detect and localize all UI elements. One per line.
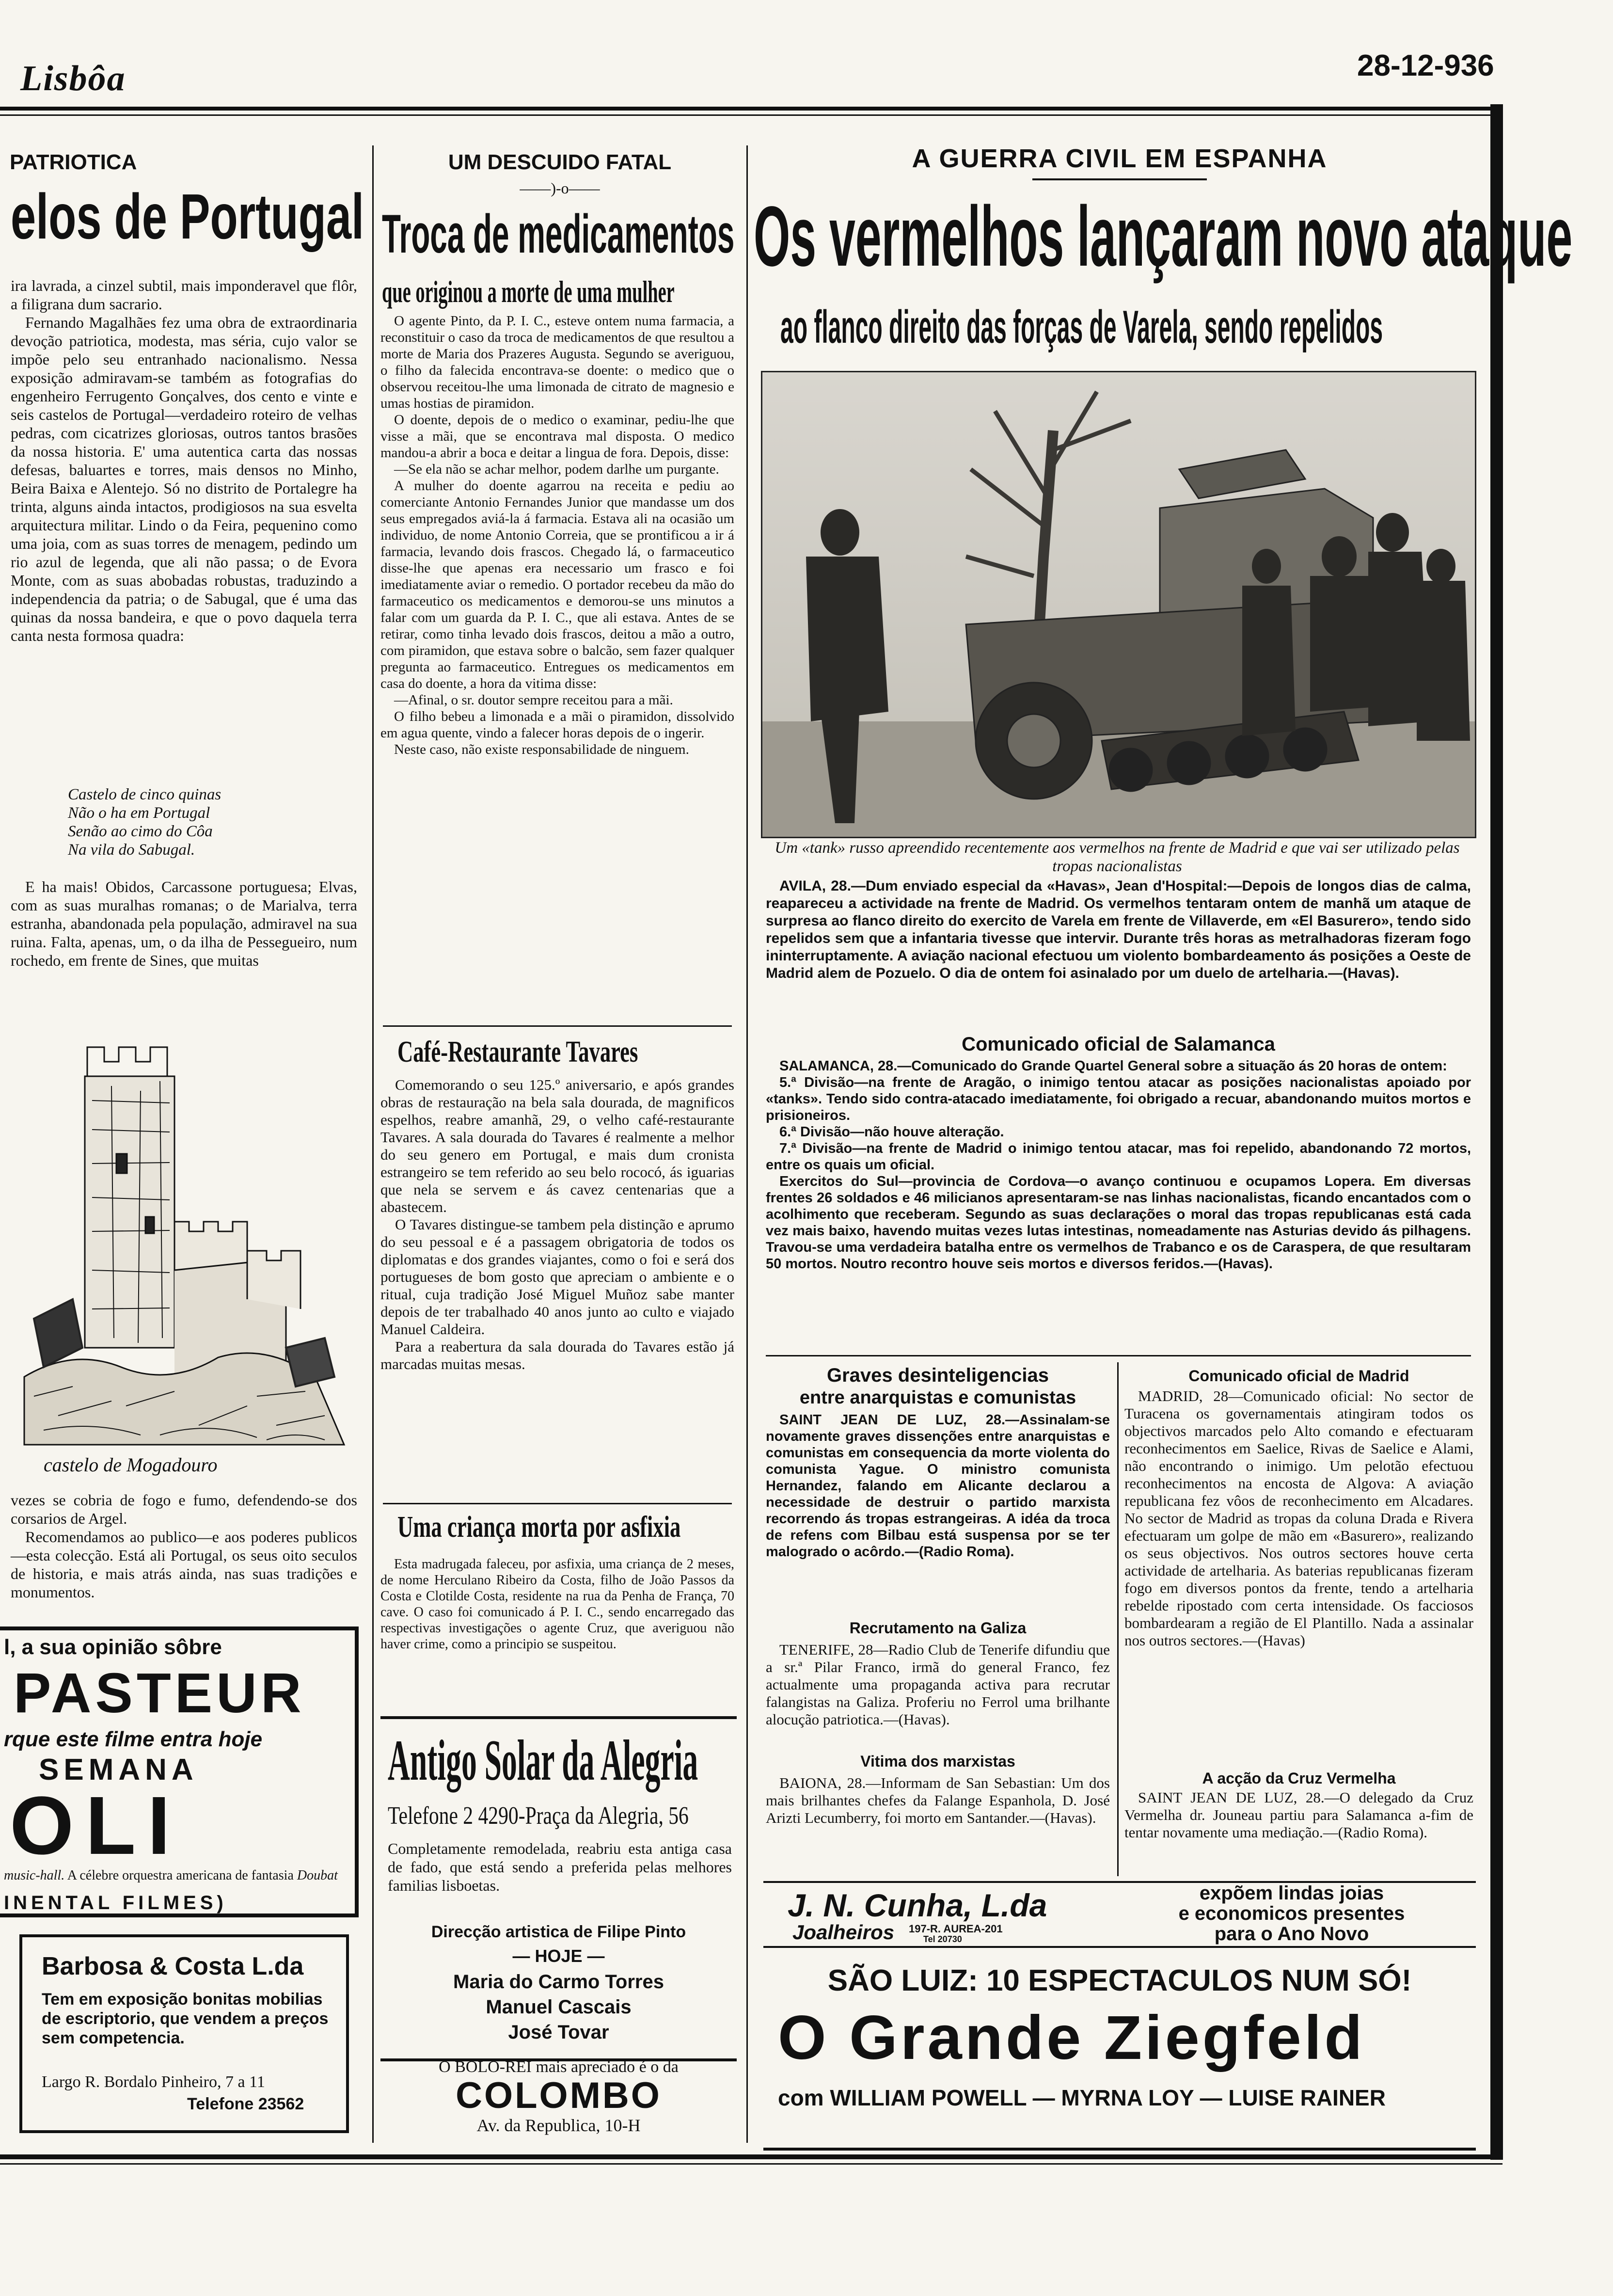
galiza-title: Recrutamento na Galiza	[849, 1619, 1027, 1637]
ad-ziegfeld-top: SÃO LUIZ: 10 ESPECTACULOS NUM SÓ!	[827, 1964, 1412, 1997]
crianca-paragraph: Esta madrugada faleceu, por asfixia, uma criança de 2 meses, de nome Herculano Ribeiro da Costa, filho de João Passos da Costa e Clotilde Costa, residente na rua da Penha de França, 70 cave. O caso foi comunicado á P. I. C., sendo encarregado das respectivas investigações o agente Cruz, que averiguou não haver crime, como a principio se suspeitou.	[380, 1557, 734, 1652]
ad-solar-text: Completamente remodelada, reabriu esta antiga casa de fado, que está sendo a preferida pelas melhores familias lisboetas.	[388, 1840, 732, 1894]
ad-barbosa-address: Largo R. Bordalo Pinheiro, 7 a 11	[42, 2073, 265, 2091]
ad-cunha-line: expõem lindas joias	[1199, 1882, 1384, 1904]
masthead-rule	[0, 107, 1493, 111]
illustration-caption: castelo de Mogadouro	[44, 1454, 218, 1476]
section-kicker: PATRIOTICA	[10, 150, 137, 174]
col2-paragraph: Neste caso, não existe responsabilidade de ninguem.	[394, 742, 689, 757]
crianca-body	[380, 1556, 734, 1652]
cafe-paragraph: O Tavares distingue-se tambem pela distinção e aprumo do seu pessoal e é a passagem obrigatoria de todos os diplomatas e dos grandes viajantes, como o foi e será dos portugueses de bom gosto que apreciam o ambiente e o ritual, cuja tradição José Miguel Muñoz sabe manter depois de ter trabalhado 40 anos junto ao culto e viajado Manuel Caldeira.	[380, 1216, 734, 1338]
main-headline: Os vermelhos lançaram novo ataque	[754, 189, 1573, 284]
col1-paragraph: vezes se cobria de fogo e fumo, defendendo-se dos corsarios de Argel.	[11, 1491, 357, 1527]
col1-paragraph: Recomendamos ao publico—e aos poderes publicos—esta colecção. Está ali Portugal, os seus oito seculos de historia, e mais atrás ainda, nas suas tradições e monumentos.	[11, 1528, 357, 1601]
madrid-body	[1124, 1387, 1473, 1649]
ad-solar-direction: Direcção artistica de Filipe Pinto	[431, 1923, 686, 1941]
ad-solar	[380, 1716, 737, 2061]
salamanca-paragraph: 5.ª Divisão—na frente de Aragão, o inimigo tentou atacar as posições nacionalistas apoiado por «tanks». Tendo sido contra-atacado imediatamente, foi obrigado a recuar, abandonando muitos mortos e prisioneiros.	[766, 1075, 1471, 1123]
cruz-body	[1124, 1789, 1473, 1841]
salamanca-body	[766, 1058, 1471, 1272]
ad-pasteur-title: PASTEUR	[14, 1661, 305, 1724]
cafe-paragraph: Para a reabertura da sala dourada do Tavares estão já marcadas muitas mesas.	[380, 1338, 734, 1372]
main-column-rule	[1117, 1362, 1119, 1876]
col2-subhead: que originou a morte de uma mulher	[382, 274, 675, 309]
ad-pasteur-big: OLI	[10, 1780, 182, 1872]
vitima-body	[766, 1774, 1110, 1827]
cruz-title: A acção da Cruz Vermelha	[1202, 1770, 1396, 1787]
tank-photo-image	[762, 372, 1475, 837]
verse-line: Senão ao cimo do Côa	[68, 823, 213, 840]
cafe-title: Café-Restaurante Tavares	[397, 1036, 638, 1068]
masthead-rule-thin	[0, 114, 1493, 116]
salamanca-paragraph: 6.ª Divisão—não houve alteração.	[779, 1124, 1004, 1140]
avila-paragraph: AVILA, 28.—Dum enviado especial da «Havas», Jean d'Hospital:—Depois de longos dias de calma, reapareceu a actividade na frente de Madrid. Os vermelhos tentaram ontem de manhã um ataque de surpresa ao flanco direito do exercito de Varela em frente de Villaverde, em «El Basurero», tendo sido repelidos sem que a infantaria tivesse que intervir. Durante três horas as metralhadoras fizeram fogo ininterruptamente. A aviação nacional efectuou um violento bombardeamento ás posições a Oeste de Madrid alem de Pozuelo. O dia de ontem foi asinalado por um duelo de artelharia.—(Havas).	[766, 878, 1471, 981]
ad-cunha-name: J. N. Cunha, L.da	[788, 1887, 1047, 1923]
ad-barbosa-phone: Telefone 23562	[187, 2095, 304, 2113]
graves-subtitle: entre anarquistas e comunistas	[799, 1387, 1076, 1408]
cafe-paragraph: Comemorando o seu 125.º aniversario, e após grandes obras de restauração na bela sala dourada, de magnificos espelhos, reabre amanhã, 29, o velho café-restaurante Tavares. A sala dourada do Tavares é realmente a melhor do seu genero em Portugal, e mais dum cronista estrangeiro se tem referido ao seu belo rococó, ás iguarias que nela se servem e ás cavez centenarias que a abastecem.	[380, 1076, 734, 1215]
col2-divider-2	[383, 1503, 732, 1504]
col1-headline: elos de Portugal	[11, 181, 364, 252]
ad-colombo-line: O BOLO-REI mais apreciado é o da	[439, 2058, 679, 2076]
ad-pasteur-desc-name: Doubat	[297, 1868, 338, 1883]
salamanca-paragraph: SALAMANCA, 28.—Comunicado do Grande Quartel General sobre a situação ás 20 horas de ontem:	[779, 1058, 1447, 1074]
graves-paragraph: SAINT JEAN DE LUZ, 28.—Assinalam-se novamente graves dissenções entre anarquistas e comunistas em consequencia da morte violenta do comunista Yague. O ministro comunista Hernandez, falando em Alicante declarou a necessidade de destruir o partido marxista recorrendo ás tropas estrangeiras. A idéa da troca de refens com Bilbau está suspensa por se ter malogrado o acôrdo.—(Radio Roma).	[766, 1412, 1110, 1560]
col2-headline: Troca de medicamentos	[382, 204, 735, 264]
col2-paragraph: —Afinal, o sr. doutor sempre receitou para a mãi.	[394, 692, 673, 708]
page-border-right	[1490, 104, 1503, 2160]
col2-divider	[383, 1025, 732, 1027]
ad-pasteur-footer: INENTAL FILMES)	[4, 1892, 227, 1913]
salamanca-title: Comunicado oficial de Salamanca	[962, 1034, 1275, 1055]
graves-title: Graves desinteligencias	[826, 1365, 1049, 1386]
page-border-bottom	[0, 2154, 1502, 2159]
ad-cunha	[763, 1881, 1476, 1948]
ad-barbosa-text: Tem em exposição bonitas mobilias de escriptorio, que vendem a preços sem competencia.	[42, 1990, 329, 2047]
madrid-paragraph: MADRID, 28—Comunicado oficial: No sector de Turacena os governamentais atingiram todos os objectivos marcados pelo Alto comando e efectuaram reconhecimentos em Saelice, Rivas de Saelice e Alami, não encontrando o inimigo. Um pelotão efectuou reconhecimentos na encosta de Algova: A aviação republicana fez vôos de reconhecimento em Alcadares. No sector de Madrid as tropas da coluna Drada e Rivera efectuaram um golpe de mão em «Basurero», realizando os seus objectivos. Nos outros sectores houve certa actividade de artelharia. As baterias republicanas fizeram fogo em diversos pontos da frente, tendo a artelharia rebelde ripostado com certa intensidade. Os facciosos bombardearam a região de El Plantillo. Nada a assinalar nos outros sectores.—(Havas)	[1124, 1387, 1473, 1649]
cafe-body	[380, 1076, 734, 1373]
ad-solar-title: Antigo Solar da Alegria	[388, 1728, 698, 1792]
castle-drawing	[15, 1008, 354, 1483]
galiza-body	[766, 1641, 1110, 1728]
ad-solar-artist: Maria do Carmo Torres	[453, 1971, 664, 1993]
col2-paragraph: —Se ela não se achar melhor, podem darlhe um purgante.	[394, 462, 719, 477]
salamanca-paragraph: Exercitos do Sul—provincia de Cordova—o avanço continuou e ocupamos Lopera. Em diversas frentes 26 soldados e 46 milicianos apresentaram-se nas linhas nacionalistas, ficando encantados com o acolhimento que receberam. Segundo as suas declarações o moral das tropas republicanas está cada vez mais baixo, havendo muitas vezes lutas intestinas, nomeadamente nas Asturias devido ás pilhagens. Travou-se uma verdadeira batalha entre os vermelhos de Trabanco e os de Caraspera, de que resultaram 50 mortos. Noutro recontro houve seis mortos e diversos feridos.—(Havas).	[766, 1174, 1471, 1272]
galiza-paragraph: TENERIFE, 28—Radio Club de Tenerife difundiu que a sr.ª Pilar Franco, irmã do general Franco, fez actualmente uma propaganda activa para recrutar falangistas na Galiza. Proferiu no Ferrol uma brilhante alocução patriotica.—(Havas).	[766, 1641, 1110, 1728]
col2-kicker: UM DESCUIDO FATAL	[448, 150, 672, 174]
masthead-paper-name: Lisbôa	[20, 59, 126, 98]
ad-pasteur-desc-text: A célebre orquestra americana de fantasia	[67, 1868, 294, 1883]
ad-pasteur-desc	[4, 1868, 353, 1883]
column-rule-1	[372, 145, 374, 2143]
ad-cunha-line: e economicos presentes	[1178, 1903, 1405, 1924]
col2-paragraph: A mulher do doente agarrou na receita e pediu ao comerciante Antonio Fernandes Junior que mandasse um dos seus empregados aviá-la á farmacia. Estava ali na ocasião um individuo, de nome Antonio Correia, que se prontificou a ir á farmacia, levando dois frascos. Chegado lá, o farmaceutico disse-lhe que apenas era necessario um frasco e foi imediatamente aviar o remedio. O portador recebeu da mão do farmaceutico os medicamentos e demorou-se uns minutos a falar com um guarda da P. I. C., que ali estava. Antes de se retirar, como tinha levado dois frascos, deitou a mão a outro, com piramidon, que estava sobre o balcão, sem fazer qualquer pregunta ao farmaceutico. Entregues os medicamentos em casa do doente, a hora da vitima disse:	[380, 478, 734, 691]
col1-body-3	[11, 1491, 357, 1601]
tank-photo-caption: Um «tank» russo apreendido recentemente aos vermelhos na frente de Madrid e que vai ser utilizado pelas tropas nacionalistas	[775, 839, 1460, 875]
cruz-paragraph: SAINT JEAN DE LUZ, 28.—O delegado da Cruz Vermelha dr. Jouneau partiu para Salamanca a-fim de tentar novamente uma mediação.—(Radio Roma).	[1124, 1789, 1473, 1841]
ad-cunha-sub: Joalheiros	[792, 1921, 895, 1944]
ad-colombo-address: Av. da Republica, 10-H	[476, 2116, 641, 2135]
col1-verse	[68, 785, 359, 859]
ad-pasteur-line1: l, a sua opinião sôbre	[4, 1635, 222, 1659]
main-kicker: A GUERRA CIVIL EM ESPANHA	[912, 144, 1328, 173]
ad-barbosa	[19, 1934, 349, 2133]
ad-colombo-name: COLOMBO	[456, 2075, 662, 2116]
col1-paragraph: ira lavrada, a cinzel subtil, mais imponderavel que flôr, a filigrana dum sacrario.	[11, 277, 357, 313]
salamanca-paragraph: 7.ª Divisão—na frente de Madrid o inimigo tentou atacar, mas foi repelido, abandonando 72 mortos, entre os quais um oficial.	[766, 1141, 1471, 1173]
ad-pasteur-line3: SEMANA	[39, 1753, 198, 1786]
madrid-title: Comunicado oficial de Madrid	[1188, 1367, 1409, 1385]
col2-ornament: ——)-o——	[520, 179, 600, 197]
tank-photo	[761, 371, 1476, 838]
ad-ziegfeld-title: O Grande Ziegfeld	[778, 2003, 1365, 2073]
ad-solar-artist: José Tovar	[508, 2022, 609, 2043]
ad-cunha-right	[1112, 1883, 1471, 1944]
col2-paragraph: O filho bebeu a limonada e a mãi o piramidon, dissolvido em agua quente, vindo a falecer horas depois de o ingerir.	[380, 709, 734, 741]
verse-line: Castelo de cinco quinas	[68, 786, 221, 803]
page-border-bottom-thin	[0, 2163, 1502, 2165]
ad-barbosa-title: Barbosa & Costa L.da	[42, 1952, 304, 1980]
col2-paragraph: O doente, depois de o medico o examinar, pediu-lhe que visse a mãi, que se encontrava mal disposta. O medico mandou-a abrir a boca e deitar a lingua de fora. Depois, disse:	[380, 412, 734, 461]
vitima-title: Vitima dos marxistas	[860, 1753, 1015, 1770]
ad-solar-phone: Telefone 2 4290-Praça da Alegria, 56	[388, 1802, 689, 1830]
main-subhead: ao flanco direito das forças de Varela, sendo repelidos	[780, 301, 1383, 353]
col1-body-2	[11, 877, 357, 970]
ad-cunha-line: para o Ano Novo	[1214, 1923, 1369, 1945]
col2-paragraph: O agente Pinto, da P. I. C., esteve ontem numa farmacia, a reconstituir o caso da troca de medicamentos de que resultou a morte de Maria dos Prazeres Augusta. Segundo se averiguou, o filho da falecida encontrava-se doente: o medico que o observou receitou-lhe uma limonada de citrato de magnesio e umas hostias de piramidon.	[380, 313, 734, 411]
col2-body	[380, 313, 734, 758]
verse-line: Não o ha em Portugal	[68, 804, 210, 822]
ad-pasteur-desc-italic: music-hall.	[4, 1868, 65, 1883]
column-rule-2	[746, 145, 748, 2143]
main-divider	[766, 1355, 1471, 1356]
castle-illustration	[15, 1008, 354, 1483]
ad-solar-hoje: — HOJE —	[512, 1946, 605, 1966]
verse-line: Na vila do Sabugal.	[68, 841, 195, 859]
ad-ziegfeld	[763, 1949, 1476, 2151]
ad-solar-artist: Manuel Cascais	[486, 1996, 632, 2018]
avila-dispatch	[766, 877, 1471, 982]
graves-body	[766, 1412, 1110, 1560]
ad-ziegfeld-cast: com WILLIAM POWELL — MYRNA LOY — LUISE RAINER	[778, 2085, 1386, 2110]
col1-paragraph: E ha mais! Obidos, Carcassone portuguesa; Elvas, com as suas muralhas romanas; o de Marialva, terra estranha, abandonada pela população, admiravel na sua ruina. Falta, apenas, um, o da ilha de Pessegueiro, num rochedo, em frente de Sines, que muitas	[11, 878, 357, 969]
ad-colombo	[380, 2058, 737, 2145]
ad-cunha-tel: Tel 20730	[923, 1934, 962, 1944]
ad-pasteur-line2: rque este filme entra hoje	[4, 1727, 263, 1751]
ad-pasteur	[0, 1626, 359, 1917]
col1-paragraph: Fernando Magalhães fez uma obra de extraordinaria devoção patriotica, modesta, mas séria, cujo valor se impõe pelo seu entranhado nacionalismo. Nessa exposição admiravam-se também as fotografias do engenheiro Ferrugento Gonçalves, dos cento e vinte e seis castelos de Portugal—verdadeiro roteiro de velhas pedras, com cicatrizes gloriosas, outros tantos brasões da nossa historia. E' uma autentica carta das nossas defesas, baluartes e torres, mais densos no Minho, Beira Baixa e Alentejo. Só no distrito de Portalegre ha trinta, alguns ainda intactos, prodigiosos na sua esvelta arquitectura militar. Lindo o da Feira, pequenino como uma joia, com as suas torres de menagem, pedindo um rio azul de legenda, que ali não passa; o de Evora Monte, com as suas abobadas robustas, traduzindo a independencia da patria; o de Sabugal, que é uma das quinas da nossa bandeira, e que o povo daquela terra canta nesta formosa quadra:	[11, 314, 357, 644]
masthead-date: 28-12-936	[1357, 49, 1494, 82]
main-kicker-rule	[1032, 178, 1207, 180]
crianca-title: Uma criança morta por asfixia	[397, 1511, 681, 1544]
ad-cunha-addr: 197-R. AUREA-201	[909, 1923, 1003, 1935]
vitima-paragraph: BAIONA, 28.—Informam de San Sebastian: Um dos mais brilhantes chefes da Falange Espanhola, D. José Arizti Lecumberry, foi morto em Santander.—(Havas).	[766, 1774, 1110, 1826]
col1-body	[11, 276, 357, 645]
